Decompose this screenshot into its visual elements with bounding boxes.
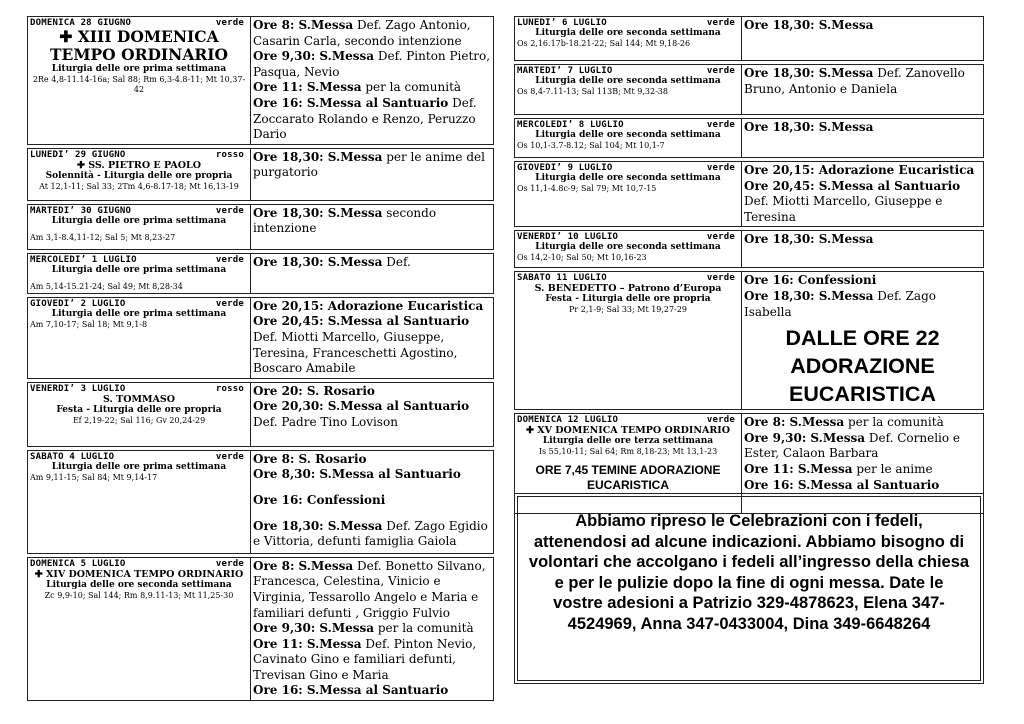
mass-time: Ore 20,45: S.Messa al Santuario [253,314,470,329]
day-date: MERCOLEDI’ 1 LUGLIO [30,254,137,265]
bible-readings: Pr 2,1-9; Sal 33; Mt 19,27-29 [568,305,687,315]
mass-entry [253,519,491,550]
day-date: MARTEDI’ 7 LUGLIO [517,66,613,76]
mass-entry [253,621,491,637]
mass-entry [253,399,491,430]
mass-time: Ore 18,30: S.Messa [253,518,383,533]
calendar-table [514,16,984,514]
mass-entry [253,683,491,699]
liturgy-week: Liturgia delle ore seconda settimana [46,579,232,590]
mass-entry [744,273,981,289]
left-calendar-column [27,16,494,701]
mass-intention: Def. [382,254,411,269]
mass-intention: per le anime del purgatorio [253,149,485,180]
mass-intention: Def. Miotti Marcello, Giuseppe, Teresina, Franceschetti Agostino, Boscaro Amabile [253,329,458,376]
bible-readings: 2Re 4,8-11.14-16a; Sal 88; Rm 6,3-4.8-11; Mt 10,37-42 [32,75,246,94]
mass-schedule-cell [251,17,494,145]
mass-time: Ore 8: S.Messa [253,18,354,32]
liturgical-color: verde [706,18,735,28]
mass-entry [253,559,491,621]
mass-time: Ore 18,30: S.Messa [744,232,874,247]
day-info-cell [28,253,251,293]
day-row [28,450,494,553]
mass-time: Ore 18,30: S.Messa [253,254,383,269]
day-info-cell [515,162,742,227]
day-date: MARTEDI’ 30 GIUGNO [30,205,132,216]
mass-intention: per la comunità [374,621,474,636]
liturgy-week: Liturgia delle ore seconda settimana [535,28,721,38]
liturgy-week: Liturgia delle ore prima settimana [51,264,227,275]
mass-entry [744,179,981,226]
mass-intention: secondo intenzione [253,205,437,236]
mass-time: Ore 20,15: Adorazione Eucaristica [253,298,484,313]
mass-entry [744,163,981,179]
liturgical-color: verde [706,232,735,243]
day-header [517,163,739,173]
mass-time: Ore 16: Confessioni [253,492,386,507]
mass-schedule-cell [742,65,984,115]
liturgical-color: verde [706,273,735,284]
mass-schedule-cell [251,557,494,700]
liturgy-week: Liturgia delle ore prima settimana [51,308,227,319]
mass-time: Ore 9,30: S.Messa [253,49,375,64]
day-header [30,206,248,216]
liturgical-color: verde [215,298,244,309]
feast-title: S. BENEDETTO – Patrono d’Europa [534,283,722,295]
liturgy-week: Liturgia delle ore terza settimana [542,436,714,447]
adoration-end-notice: ORE 7,45 TEMINE ADORAZIONE EUCARISTICA [535,463,721,493]
mass-time: Ore 16: S.Messa al Santuario [744,477,940,492]
feast-title: ✚ XIV DOMENICA TEMPO ORDINARIO [34,568,244,580]
mass-time: Ore 20: S. Rosario [253,383,375,398]
adoration-banner: DALLE ORE 22 ADORAZIONE EUCARISTICA [785,326,940,407]
mass-entry [253,452,491,468]
mass-entry [253,96,491,143]
day-row [515,231,984,268]
day-header [30,255,248,265]
mass-intention: Def. Zago Antonio, Casarin Carla, secondo intenzione [253,18,471,48]
mass-time: Ore 8: S. Rosario [253,451,367,466]
bible-readings: Zc 9,9-10; Sal 144; Rm 8,9.11-13; Mt 11,25-30 [44,590,234,600]
day-date: DOMENICA 12 LUGLIO [517,415,619,426]
day-date: LUNEDI’ 6 LUGLIO [517,18,607,28]
mass-time: Ore 11: S.Messa [744,461,853,476]
spacer [253,509,491,519]
day-row [515,65,984,115]
day-row [28,297,494,378]
day-info-cell [28,204,251,249]
mass-intention: Def. Zanovello Bruno, Antonio e Daniela [744,66,965,96]
calendar-table [27,16,494,701]
day-row [515,119,984,158]
mass-time: Ore 18,30: S.Messa [744,288,874,303]
mass-entry [744,232,981,248]
day-header [517,66,739,76]
liturgy-week: Liturgia delle ore seconda settimana [535,173,721,183]
day-row [515,17,984,61]
day-date: VENERDI’ 3 LUGLIO [30,383,126,394]
bible-readings: Am 7,10-17; Sal 18; Mt 9,1-8 [30,319,148,329]
mass-schedule-cell [251,297,494,378]
mass-entry [253,80,491,96]
mass-time: Ore 20,45: S.Messa al Santuario [744,178,961,193]
mass-entry [253,299,491,315]
liturgy-week: Festa - Liturgia delle ore propria [56,404,222,415]
mass-schedule-cell [251,253,494,293]
day-row [28,253,494,293]
liturgical-color: rosso [215,149,244,160]
bible-readings: Os 11,1-4.8c-9; Sal 79; Mt 10,7-15 [517,184,657,193]
day-header [30,150,248,160]
mass-schedule-cell [251,382,494,446]
day-info-cell [515,272,742,410]
mass-time: Ore 18,30: S.Messa [744,66,874,80]
day-date: DOMENICA 5 LUGLIO [30,558,126,569]
bible-readings: Am 5,14-15.21-24; Sal 49; Mt 8,28-34 [30,281,183,291]
day-info-cell [515,231,742,268]
mass-time: Ore 8: S.Messa [744,415,845,430]
mass-intention: per le anime [852,461,933,476]
liturgical-color: rosso [215,383,244,394]
day-row [515,162,984,227]
bible-readings: At 12,1-11; Sal 33; 2Tm 4,6-8.17-18; Mt 16,13-19 [39,181,239,191]
mass-time: Ore 18,30: S.Messa [253,149,383,164]
day-date: LUNEDI’ 29 GIUGNO [30,149,126,160]
feast-title: ✚ XV DOMENICA TEMPO ORDINARIO [525,425,731,437]
day-info-cell [28,297,251,378]
mass-intention: Def. Pinton Nevio, Cavinato Gino e familiari defunti, Trevisan Gino e Maria [253,636,477,682]
mass-entry [744,462,981,478]
bible-readings: Os 2,16.17b-18.21-22; Sal 144; Mt 9,18-26 [517,39,691,48]
mass-time: Ore 8: S.Messa [253,558,354,573]
liturgical-color: verde [706,163,735,173]
day-date: GIOVEDI’ 2 LUGLIO [30,298,126,309]
day-row [28,148,494,200]
day-header [30,384,248,394]
feast-title: S. TOMMASO [102,393,176,405]
liturgy-week: Solennità - Liturgia delle ore propria [45,170,233,181]
day-header [517,415,739,425]
mass-entry [744,120,981,136]
day-header [517,120,739,130]
mass-schedule-cell [251,148,494,200]
liturgical-color: verde [215,18,244,28]
day-date: DOMENICA 28 GIUGNO [30,18,132,28]
day-header [517,273,739,283]
mass-entry [744,66,981,97]
mass-time: Ore 8,30: S.Messa al Santuario [253,467,461,482]
mass-intention: Def. Bonetto Silvano, Francesca, Celestina, Vinicio e Virginia, Tessarollo Angelo e Maria e familiari defunti , Griggio Fulvio [253,558,486,620]
liturgy-week: Liturgia delle ore seconda settimana [535,130,721,140]
mass-schedule-cell [742,162,984,227]
right-calendar-column [514,16,984,514]
bible-readings: Is 55,10-11; Sal 64; Rm 8,18-23; Mt 13,1-23 [538,447,718,457]
day-info-cell [28,17,251,145]
day-row [28,382,494,446]
mass-intention: Def. Miotti Marcello, Giuseppe e Teresina [744,194,943,224]
mass-time: Ore 16: S.Messa al Santuario [253,95,449,110]
liturgy-week: Liturgia delle ore prima settimana [51,215,227,226]
mass-entry [253,206,491,237]
day-info-cell [28,148,251,200]
mass-schedule-cell [742,272,984,410]
liturgical-color: verde [215,205,244,216]
mass-time: Ore 20,15: Adorazione Eucaristica [744,163,975,177]
mass-intention: Def. Cornelio e Ester, Calaon Barbara [744,430,961,461]
mass-time: Ore 18,30: S.Messa [744,120,874,134]
liturgical-color: verde [706,415,735,426]
mass-entry [744,431,981,462]
day-row [28,557,494,700]
day-row [28,204,494,249]
day-row [28,17,494,145]
day-info-cell [28,557,251,700]
mass-entry [253,493,491,509]
mass-intention: per la comunità [844,415,944,430]
bible-readings: Am 9,11-15; Sal 84; Mt 9,14-17 [30,472,158,482]
volunteer-notice-text: Abbiamo ripreso le Celebrazioni con i fedeli, attenendosi ad alcune indicazioni. Abbiamo bisogno di volontari che accolgano i fedeli all’ingresso della chiesa e per le pulizie dopo la fine di ogni messa. Date le vostre adesioni a Patrizio 329-4878623, Elena 347-4524969, Anna 347-0433004, Dina 349-6648264 [517,496,981,681]
day-date: MERCOLEDI’ 8 LUGLIO [517,120,624,130]
mass-entry [253,150,491,181]
liturgy-week: Liturgia delle ore seconda settimana [535,242,721,253]
day-row [515,272,984,410]
spacer [253,483,491,493]
liturgical-color: verde [215,558,244,569]
bible-readings: Os 14,2-10; Sal 50; Mt 10,16-23 [517,253,647,263]
liturgy-week: Festa - Liturgia delle ore propria [545,294,711,305]
mass-schedule-cell [251,450,494,553]
bible-readings: Ef 2,19-22; Sal 116; Gv 20,24-29 [72,415,206,425]
day-info-cell [515,119,742,158]
day-date: SABATO 4 LUGLIO [30,451,115,462]
volunteer-notice-box [514,493,984,684]
mass-entry [253,384,491,400]
feast-title: ✚ SS. PIETRO E PAOLO [76,159,202,171]
day-date: SABATO 11 LUGLIO [517,273,607,284]
mass-time: Ore 20,30: S.Messa al Santuario [253,399,470,414]
mass-intention: Def. Padre Tino Lovison [253,414,398,429]
mass-time: Ore 9,30: S.Messa [253,621,375,636]
day-date: VENERDI’ 10 LUGLIO [517,232,619,243]
mass-time: Ore 16: S.Messa al Santuario [253,683,449,698]
mass-schedule-cell [742,17,984,61]
mass-time: Ore 11: S.Messa [253,636,362,651]
liturgical-color: verde [706,120,735,130]
day-header [30,299,248,309]
day-header [30,452,248,462]
mass-entry [744,18,981,34]
mass-intention: Def. Zago Isabella [744,288,936,319]
mass-schedule-cell [251,204,494,249]
mass-intention: Def. Zago Egidio e Vittoria, defunti famiglia Gaiola [253,518,488,549]
mass-intention: Def. Zoccarato Rolando e Renzo, Peruzzo Dario [253,95,477,142]
day-info-cell [28,382,251,446]
day-info-cell [515,17,742,61]
liturgical-color: verde [215,451,244,462]
mass-time: Ore 18,30: S.Messa [744,18,874,32]
mass-entry [253,467,491,483]
liturgical-color: verde [215,254,244,265]
mass-entry [253,314,491,376]
mass-schedule-cell [742,231,984,268]
bible-readings: Os 10,1-3.7-8.12; Sal 104; Mt 10,1-7 [517,141,665,150]
mass-time: Ore 18,30: S.Messa [253,205,383,220]
mass-entry [744,289,981,320]
day-date: GIOVEDI’ 9 LUGLIO [517,163,613,173]
mass-time: Ore 11: S.Messa [253,80,362,95]
day-info-cell [515,65,742,115]
mass-intention: per la comunità [361,80,462,95]
mass-intention: Def. Pinton Pietro, Pasqua, Nevio [253,49,491,79]
day-info-cell [28,450,251,553]
mass-entry [253,637,491,684]
liturgical-color: verde [706,66,735,76]
day-header [30,559,248,569]
mass-entry [744,478,981,494]
mass-entry [253,18,491,49]
mass-entry [744,415,981,431]
liturgy-week: Liturgia delle ore seconda settimana [535,76,721,86]
liturgy-week: Liturgia delle ore prima settimana [51,461,227,472]
mass-entry [253,255,491,271]
mass-entry [253,49,491,80]
feast-title: ✚ XIII DOMENICA TEMPO ORDINARIO [50,27,228,64]
day-header [517,18,739,28]
bible-readings: Os 8,4-7.11-13; Sal 113B; Mt 9,32-38 [517,87,668,96]
mass-time: Ore 9,30: S.Messa [744,430,866,445]
mass-time: Ore 16: Confessioni [744,273,877,288]
mass-schedule-cell [742,119,984,158]
liturgy-week: Liturgia delle ore prima settimana [51,64,227,74]
bible-readings: Am 3,1-8.4,11-12; Sal 5; Mt 8,23-27 [30,232,176,242]
day-header [517,232,739,242]
